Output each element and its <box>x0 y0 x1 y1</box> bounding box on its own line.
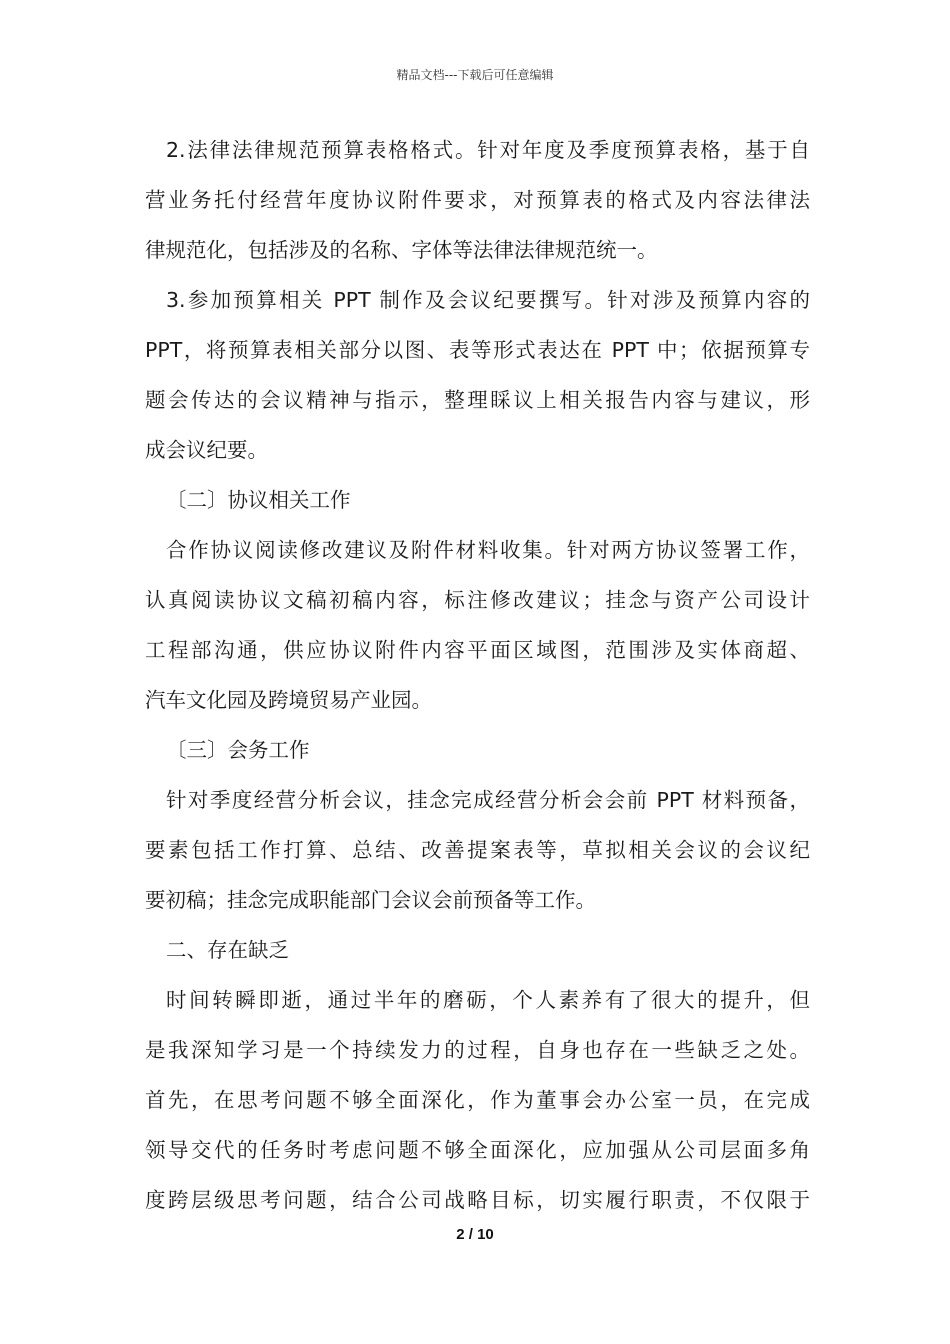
text-line: 是我深知学习是一个持续发力的过程，自身也存在一些缺乏之处。 <box>145 1038 810 1062</box>
text-line: 2.法律法律规范预算表格格式。针对年度及季度预算表格，基于自 <box>166 138 810 162</box>
page-number: 2 / 10 <box>456 1226 494 1243</box>
text-line: 认真阅读协议文稿初稿内容，标注修改建议；挂念与资产公司设计 <box>145 588 810 612</box>
text-line: 领导交代的任务时考虑问题不够全面深化，应加强从公司层面多角 <box>145 1138 810 1162</box>
text-line: 首先，在思考问题不够全面深化，作为董事会办公室一员，在完成 <box>145 1088 810 1112</box>
section-heading: 二、存在缺乏 <box>166 938 289 962</box>
page-header: 精品文档---下载后可任意编辑 <box>396 68 554 82</box>
text-line: 成会议纪要。 <box>145 438 268 462</box>
text-line: 要素包括工作打算、总结、改善提案表等，草拟相关会议的会议纪 <box>145 838 810 862</box>
text-line: 营业务托付经营年度协议附件要求，对预算表的格式及内容法律法 <box>145 188 810 212</box>
text-line: 工程部沟通，供应协议附件内容平面区域图，范围涉及实体商超、 <box>145 638 810 662</box>
section-heading: 〔二〕协议相关工作 <box>166 488 351 512</box>
text-line: 3.参加预算相关 PPT 制作及会议纪要撰写。针对涉及预算内容的 <box>166 288 810 312</box>
text-line: PPT，将预算表相关部分以图、表等形式表达在 PPT 中；依据预算专 <box>145 338 810 362</box>
text-line: 汽车文化园及跨境贸易产业园。 <box>145 688 432 712</box>
text-line: 题会传达的会议精神与指示，整理睬议上相关报告内容与建议，形 <box>145 388 810 412</box>
document-body <box>145 125 810 1225</box>
text-line: 时间转瞬即逝，通过半年的磨砺，个人素养有了很大的提升，但 <box>166 988 810 1012</box>
text-line: 合作协议阅读修改建议及附件材料收集。针对两方协议签署工作， <box>166 538 810 562</box>
text-line: 针对季度经营分析会议，挂念完成经营分析会会前 PPT 材料预备， <box>166 788 810 812</box>
text-line: 律规范化，包括涉及的名称、字体等法律法律规范统一。 <box>145 238 658 262</box>
section-heading: 〔三〕会务工作 <box>166 738 310 762</box>
text-line: 度跨层级思考问题，结合公司战略目标，切实履行职责，不仅限于 <box>145 1188 810 1212</box>
text-line: 要初稿；挂念完成职能部门会议会前预备等工作。 <box>145 888 596 912</box>
